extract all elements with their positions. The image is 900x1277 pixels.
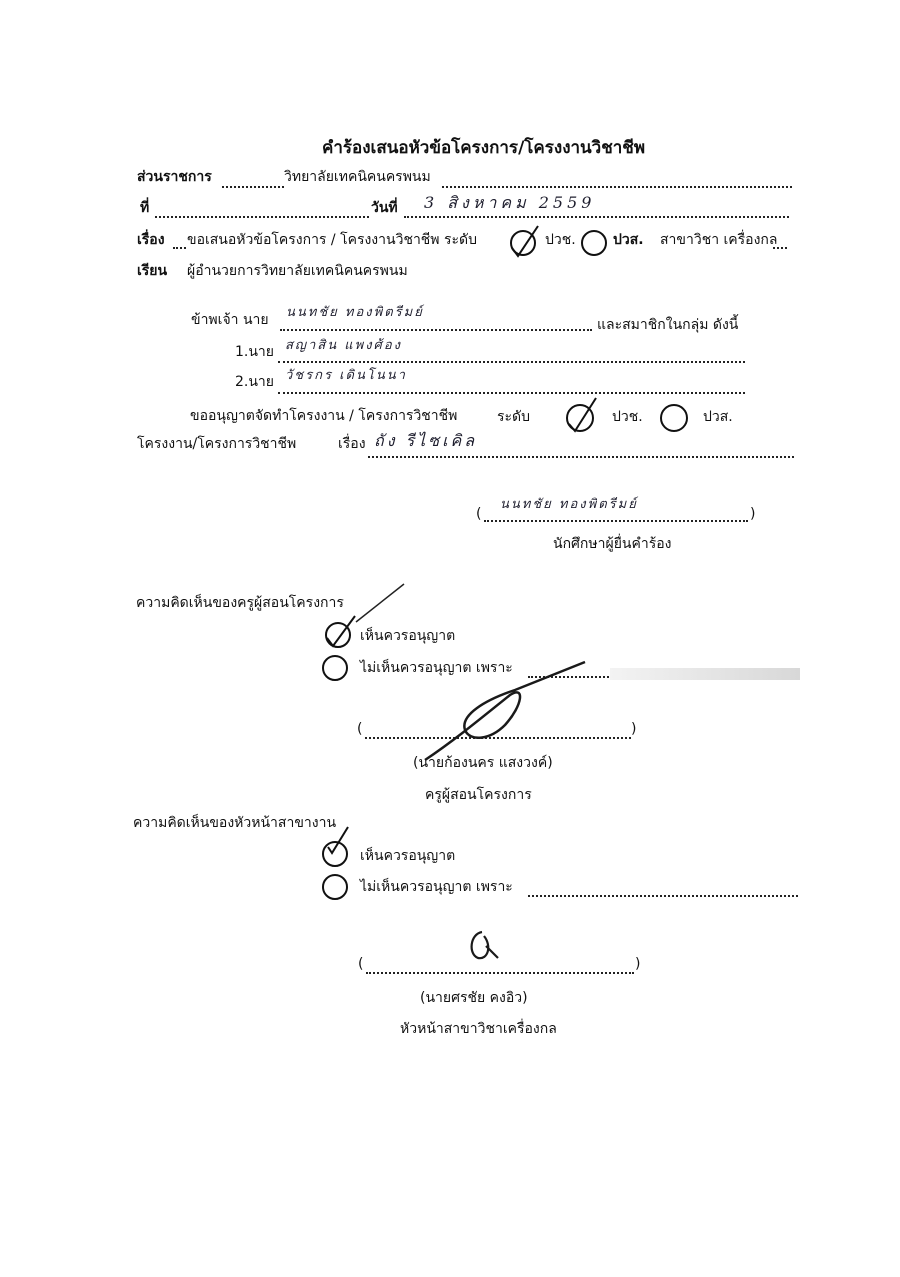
- form-title: คำร้องเสนอหัวข้อโครงการ/โครงงานวิชาชีพ: [322, 138, 646, 158]
- scan-shadow: [610, 668, 800, 680]
- branch-label: สาขาวิชา เครื่องกล: [660, 232, 778, 248]
- applicant-label: ข้าพเจ้า นาย: [191, 312, 269, 328]
- head-deny-checkbox[interactable]: [322, 874, 348, 900]
- check-mark-icon: [320, 833, 354, 869]
- applicant-sign-paren-open: (: [476, 506, 482, 522]
- member-2-dots[interactable]: [278, 392, 745, 394]
- head-role: หัวหน้าสาขาวิชาเครื่องกล: [400, 1021, 557, 1037]
- topic-handwritten: ถัง รีไซเคิล: [374, 431, 478, 450]
- topic-label: เรื่อง: [338, 436, 366, 452]
- level-2-checkbox[interactable]: [581, 230, 607, 256]
- agency-label: ส่วนราชการ: [137, 169, 212, 185]
- date-handwritten: 3 สิงหาคม 2559: [424, 193, 596, 212]
- agency-value: วิทยาลัยเทคนิคนครพนม: [284, 169, 431, 185]
- head-approve-label: เห็นควรอนุญาต: [360, 848, 456, 864]
- teacher-name: (นายก้องนคร แสงวงค์): [413, 755, 553, 771]
- date-label: วันที่: [371, 200, 398, 216]
- member-2-handwritten: วัชรกร เดินโนนา: [285, 368, 407, 383]
- level-label: ระดับ: [497, 409, 531, 425]
- to-label: เรียน: [137, 263, 168, 279]
- head-name: (นายศรชัย คงอิว): [420, 990, 528, 1006]
- head-sign-paren-open: (: [358, 956, 364, 972]
- level-2-label: ปวส.: [613, 232, 644, 248]
- topic-dots[interactable]: [368, 456, 794, 458]
- branch-dots: [773, 247, 787, 249]
- teacher-role: ครูผู้สอนโครงการ: [425, 787, 532, 803]
- subject-label: เรื่อง: [137, 232, 165, 248]
- teacher-sign-paren-close: ): [631, 721, 637, 737]
- applicant-sign-paren-close: ): [750, 506, 756, 522]
- head-approve-checkbox-checked[interactable]: [322, 841, 348, 867]
- member-1-label: 1.นาย: [235, 344, 274, 360]
- body-level-2-label: ปวส.: [703, 409, 733, 425]
- body-level-1-checkbox-checked[interactable]: [566, 404, 594, 432]
- member-2-label: 2.นาย: [235, 374, 274, 390]
- head-sign-paren-close: ): [635, 956, 641, 972]
- project-label: โครงงาน/โครงการวิชาชีพ: [137, 436, 297, 452]
- head-sign-dots[interactable]: [366, 972, 634, 974]
- teacher-signature-icon: [415, 660, 595, 770]
- body-level-2-checkbox[interactable]: [660, 404, 688, 432]
- head-signature-icon: [464, 928, 504, 968]
- date-dots[interactable]: [404, 216, 789, 218]
- applicant-role: นักศึกษาผู้ยื่นคำร้อง: [553, 536, 672, 552]
- teacher-approve-label: เห็นควรอนุญาต: [360, 628, 456, 644]
- members-suffix: และสมาชิกในกลุ่ม ดังนี้: [597, 317, 739, 333]
- teacher-deny-checkbox[interactable]: [322, 655, 348, 681]
- teacher-approve-checkbox-checked[interactable]: [325, 622, 351, 648]
- check-mark-icon: [564, 396, 598, 432]
- ref-dots[interactable]: [155, 216, 369, 218]
- applicant-sign-name: นนทชัย ทองพิตรีมย์: [500, 497, 638, 512]
- subject-dots: [173, 247, 186, 249]
- head-reason-dots[interactable]: [528, 895, 798, 897]
- body-level-1-label: ปวช.: [612, 409, 643, 425]
- applicant-dots[interactable]: [280, 329, 592, 331]
- teacher-check-stroke-icon: [356, 582, 406, 624]
- to-value: ผู้อำนวยการวิทยาลัยเทคนิคนครพนม: [187, 263, 408, 279]
- agency-dots-pre: [222, 186, 284, 188]
- teacher-deny-label: ไม่เห็นควรอนุญาต เพราะ: [360, 660, 513, 676]
- head-deny-label: ไม่เห็นควรอนุญาต เพราะ: [360, 879, 513, 895]
- level-1-checkbox-checked[interactable]: [510, 230, 536, 256]
- member-1-handwritten: สญาสิน แพงศ้อง: [285, 338, 402, 353]
- member-1-dots[interactable]: [278, 361, 745, 363]
- agency-dots: [442, 186, 792, 188]
- subject-text: ขอเสนอหัวข้อโครงการ / โครงงานวิชาชีพ ระดับ: [187, 232, 478, 248]
- teacher-heading: ความคิดเห็นของครูผู้สอนโครงการ: [136, 595, 344, 611]
- level-1-label: ปวช.: [545, 232, 576, 248]
- teacher-sign-paren-open: (: [357, 721, 363, 737]
- applicant-sign-dots[interactable]: [484, 520, 748, 522]
- ref-label: ที่: [140, 200, 150, 216]
- check-mark-icon: [323, 614, 357, 650]
- applicant-handwritten: นนทชัย ทองพิตรีมย์: [286, 305, 424, 320]
- check-mark-icon: [508, 222, 542, 258]
- head-heading: ความคิดเห็นของหัวหน้าสาขางาน: [133, 815, 337, 831]
- request-text: ขออนุญาตจัดทำโครงงาน / โครงการวิชาชีพ: [190, 408, 458, 424]
